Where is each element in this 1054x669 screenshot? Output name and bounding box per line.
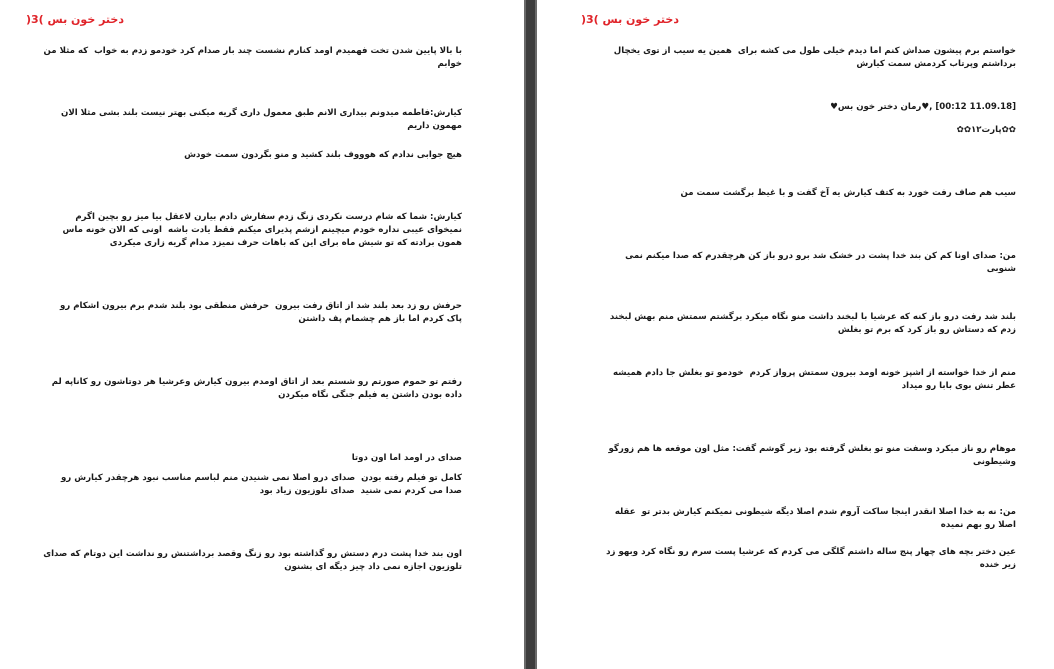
left-document-page (0, 0, 524, 669)
paragraph: من: نه به خدا اصلا انقدر اینجا ساکت آروم شدم اصلا دیگه شیطونی نمیکنم کیارش بدتر تو عقله اصلا رو بهم نمیده (611, 507, 1016, 530)
paragraph: [11.09.18 00:12] ,♥رمان دختر خون بس♥ (830, 102, 1016, 112)
paragraph: موهام رو ناز میکرد وسفت منو تو بغلش گرفته بود زیر گوشم گفت: مثل اون موقعه ها هم زورگو وشیطونی (605, 444, 1016, 467)
paragraph: کیارش: شما که شام درست نکردی زنگ زدم سفارش دادم بیارن لاعقل بیا میز رو بچین اگرم نمیخوای عیبی نداره خودم میچینم ازشم پذیرای میکنم فقط یادت باشه اونی که الان خونه ماس همون برادته که تو شیش ماه برای این که باهات حرف نمیزد مدام گریه زاری میکردی (59, 212, 462, 248)
paragraph: عین دختر بچه های چهار پنج ساله داشتم گلگی می کردم که عرشیا پست سرم رو نگاه کرد وبهو زد زیر خنده (603, 547, 1016, 570)
paragraph: من: صدای اونا کم کن بند خدا پشت در خشک شد برو درو باز کن هرچقدرم که صدا میکنم نمی شنوبی (622, 251, 1016, 274)
paragraph: کیارش:فاطمه میدونم بیداری الانم طبق معمول داری گریه میکنی بهتر نیست بلند بشی مثلا الان مهمون داریم (57, 108, 462, 131)
paragraph: منم از خدا خواسته از اشپز خونه اومد بیرون سمتش پرواز کردم خودمو تو بغلش جا دادم همیشه عطر تنش بوی بابا رو میداد (609, 368, 1016, 391)
paragraph: ✿✿پارت۱۲✿✿ (956, 125, 1016, 135)
paragraph: هیچ جوابی ندادم که هوووف بلند کشید و منو بگردون سمت خودش (184, 150, 462, 160)
paragraph: با بالا پایین شدن تخت فهمیدم اومد کنارم نشست چند بار صدام کرد خودمو زدم به خواب که مثلا من خوابم (40, 46, 462, 69)
page-divider (524, 0, 537, 669)
right-document-page (537, 0, 1054, 669)
paragraph: اون بند خدا پشت درم دستش رو گذاشته بود رو زنگ وقصد برداشتنش رو نداشت این دوتام که صدای تلوزیون اجازه نمی داد چیز دیگه ای بشنون (40, 549, 462, 572)
paragraph: خواستم برم پیشون صداش کنم اما دیدم خیلی طول می کشه برای همین یه سیب از توی یخچال برداشتم وپرتاب کردمش سمت کیارش (610, 46, 1016, 69)
paragraph: صدای در اومد اما اون دوتا (351, 453, 462, 463)
page-title: دختر خون بس )3( (25, 13, 124, 26)
paragraph: سیب هم صاف رفت خورد به کتف کیارش یه آخ گفت و با غیظ برگشت سمت من (680, 188, 1016, 198)
paragraph: بلند شد رفت درو باز کنه که عرشیا با لبخند داشت منو نگاه میکرد برگشتم سمتش منم بهش لبخند زدم که دستاش رو باز کرد که برم تو بغلش (606, 312, 1016, 335)
page-title: دختر خون بس )3( (580, 13, 679, 26)
paragraph: رفتم تو حموم صورتم رو شستم بعد از اتاق اومدم بیرون کیارش وعرشیا هر دوتاشون رو کاناپه لم داده بودن داشتن یه فیلم جنگی نگاه میکردن (48, 377, 462, 400)
paragraph: حرفش رو زد بعد بلند شد از اتاق رفت بیرون حرفش منطقی بود بلند شدم برم بیرون اشکام رو پاک کردم اما باز هم چشمام پف داشتن (56, 301, 462, 324)
paragraph: کامل تو فیلم رفته بودن صدای درو اصلا نمی شنیدن منم لباسم مناسب نبود هرچقدر کیارش رو صدا می کردم نمی شنید صدای تلوزیون زیاد بود (57, 473, 462, 496)
